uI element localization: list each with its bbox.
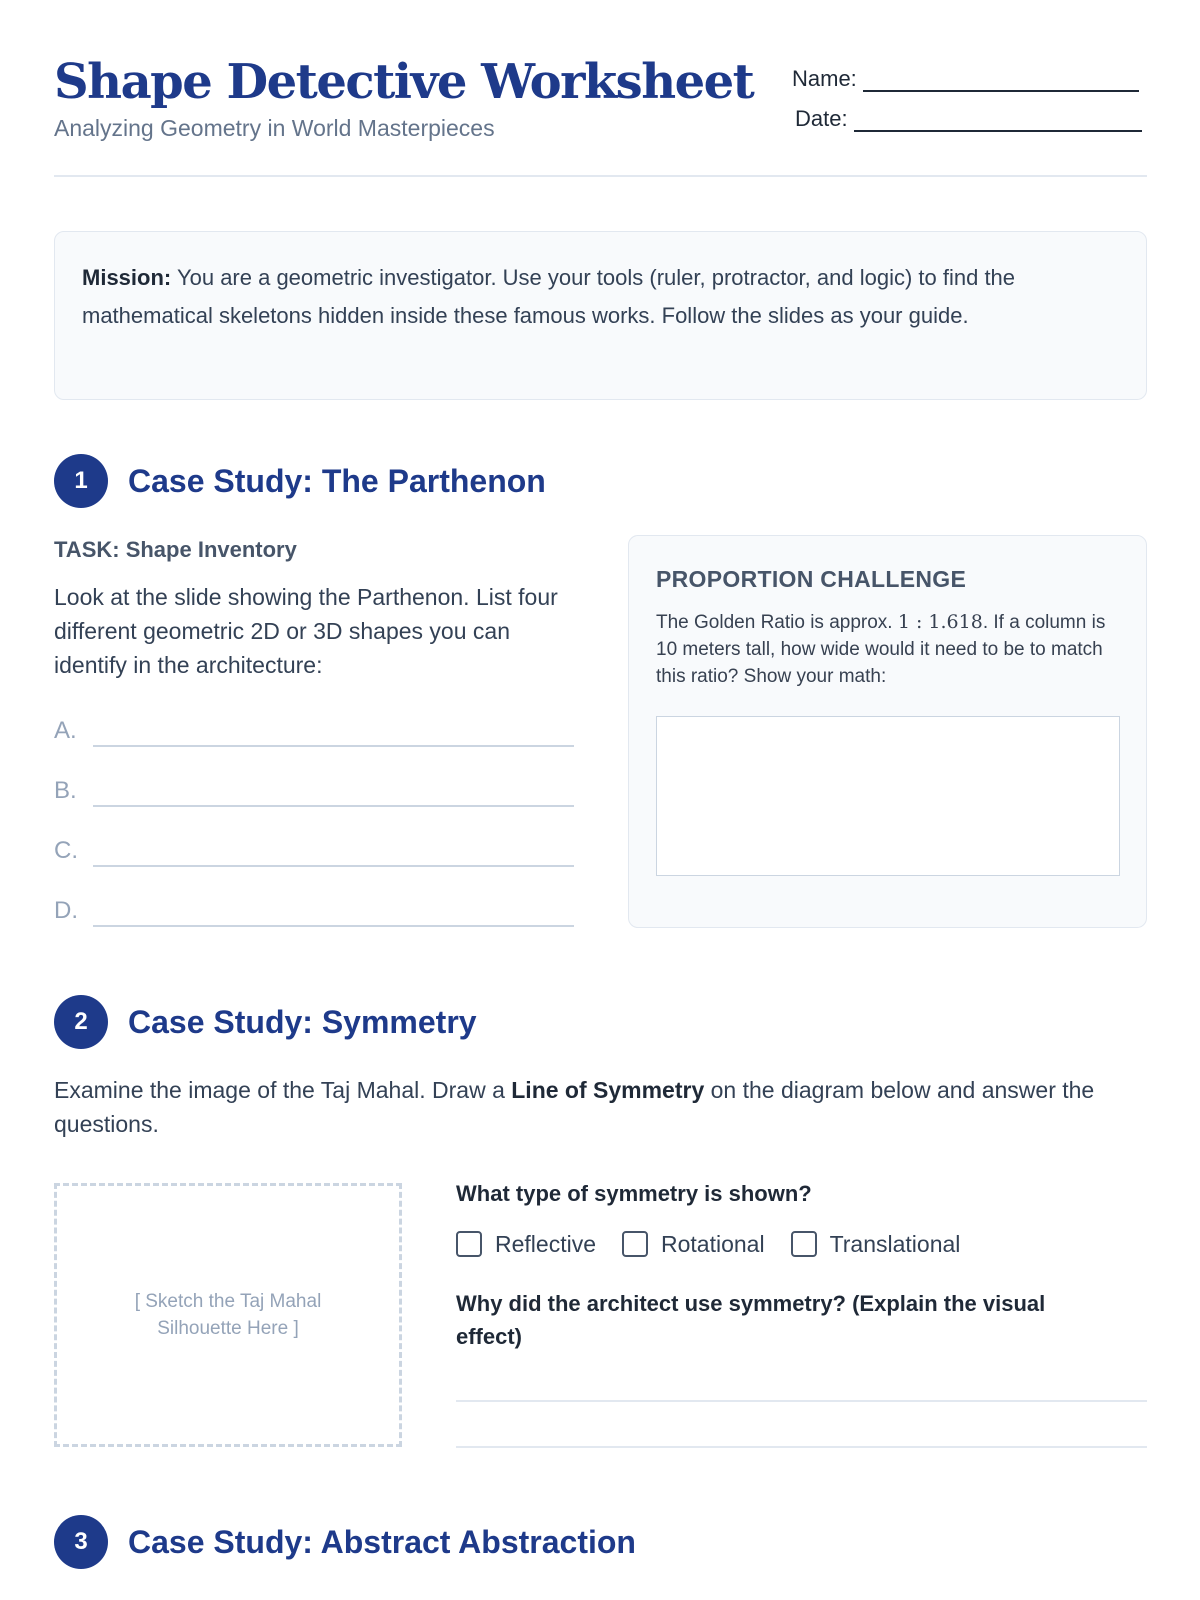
symmetry-options bbox=[456, 1229, 986, 1259]
task-label: TASK: Shape Inventory bbox=[54, 537, 297, 562]
task-text: Look at the slide showing the Parthenon. List four different geometric 2D or 3D shapes you can identify in the architecture: bbox=[54, 584, 558, 678]
section-number-badge: 1 bbox=[54, 454, 108, 508]
answer-line-b[interactable] bbox=[54, 773, 574, 807]
symmetry-intro-bold: Line of Symmetry bbox=[511, 1077, 705, 1103]
proportion-title: PROPORTION CHALLENGE bbox=[656, 566, 967, 592]
proportion-text bbox=[656, 609, 1126, 690]
checkbox[interactable] bbox=[456, 1231, 482, 1257]
answer-letter: C. bbox=[54, 837, 78, 864]
worksheet-page bbox=[54, 0, 1147, 1600]
option-label: Rotational bbox=[660, 1230, 765, 1257]
proportion-text-after: . If a column is 10 meters tall, how wide would it need to be to match this ratio? Show your math: bbox=[656, 612, 1106, 687]
option-reflective[interactable] bbox=[456, 1231, 596, 1258]
answer-writing-line[interactable] bbox=[93, 865, 574, 867]
worksheet-title: Shape Detective Worksheet bbox=[54, 54, 754, 110]
mission-text: You are a geometric investigator. Use your tools (ruler, protractor, and logic) to find the mathematical skeletons hidden inside these famous works. Follow the slides as your guide. bbox=[82, 265, 1016, 328]
name-field[interactable] bbox=[792, 66, 1139, 92]
option-rotational[interactable] bbox=[622, 1231, 765, 1258]
date-field[interactable] bbox=[795, 106, 1142, 132]
checkbox[interactable] bbox=[622, 1231, 648, 1257]
answer-letter: D. bbox=[54, 897, 78, 924]
proportion-challenge-card bbox=[628, 535, 1147, 928]
answer-line-d[interactable] bbox=[54, 893, 574, 927]
name-blank-line[interactable] bbox=[863, 76, 1139, 92]
symmetry-why-question: Why did the architect use symmetry? (Explain the visual effect) bbox=[456, 1291, 1046, 1349]
math-work-box[interactable] bbox=[656, 716, 1120, 876]
answer-letter: A. bbox=[54, 717, 77, 744]
section-2-header bbox=[54, 995, 477, 1049]
section-1-header bbox=[54, 454, 546, 508]
answer-line-a[interactable] bbox=[54, 713, 574, 747]
answer-writing-line[interactable] bbox=[93, 805, 574, 807]
section-title: Case Study: The Parthenon bbox=[128, 462, 546, 499]
section-3-header bbox=[54, 1515, 636, 1569]
answer-line-c[interactable] bbox=[54, 833, 574, 867]
date-label: Date: bbox=[795, 106, 848, 131]
date-blank-line[interactable] bbox=[854, 116, 1142, 132]
answer-writing-line[interactable] bbox=[93, 925, 574, 927]
section-title: Case Study: Abstract Abstraction bbox=[128, 1523, 636, 1560]
answer-letter: B. bbox=[54, 777, 77, 804]
checkbox[interactable] bbox=[791, 1231, 817, 1257]
sketch-placeholder: [ Sketch the Taj Mahal Silhouette Here ] bbox=[134, 1291, 322, 1339]
section-number-badge: 3 bbox=[54, 1515, 108, 1569]
symmetry-instructions bbox=[54, 1073, 1147, 1141]
worksheet-header bbox=[54, 0, 1147, 177]
answer-writing-line[interactable] bbox=[456, 1400, 1147, 1402]
option-label: Reflective bbox=[495, 1230, 596, 1257]
sketch-area[interactable] bbox=[54, 1183, 402, 1447]
mission-box bbox=[54, 231, 1147, 400]
section-title: Case Study: Symmetry bbox=[128, 1003, 477, 1040]
worksheet-subtitle: Analyzing Geometry in World Masterpieces bbox=[54, 115, 495, 141]
golden-ratio-value: 1 : 1.618 bbox=[897, 611, 983, 633]
option-translational[interactable] bbox=[791, 1231, 961, 1258]
section-number-badge: 2 bbox=[54, 995, 108, 1049]
symmetry-type-question: What type of symmetry is shown? bbox=[456, 1181, 812, 1206]
proportion-text-before: The Golden Ratio is approx. bbox=[656, 612, 893, 633]
mission-label: Mission: bbox=[82, 265, 172, 290]
name-label: Name: bbox=[792, 66, 857, 91]
answer-writing-line[interactable] bbox=[93, 745, 574, 747]
option-label: Translational bbox=[829, 1230, 961, 1257]
answer-writing-line[interactable] bbox=[456, 1446, 1147, 1448]
symmetry-intro-before: Examine the image of the Taj Mahal. Draw a bbox=[54, 1077, 505, 1103]
symmetry-intro-after: on the diagram below and answer the questions. bbox=[54, 1077, 1095, 1137]
